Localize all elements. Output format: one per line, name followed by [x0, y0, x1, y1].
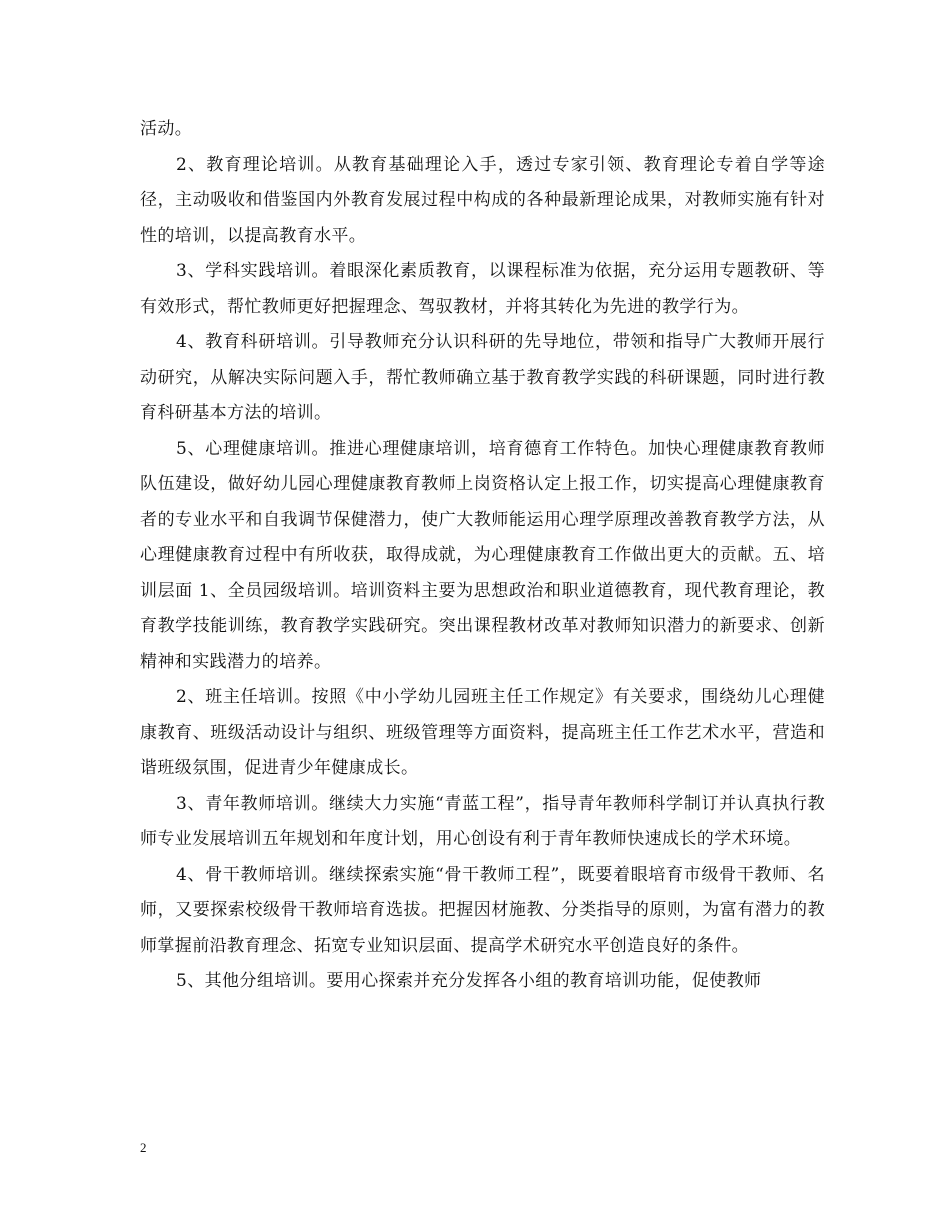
paragraph-class-teacher-training: 2、班主任培训。按照《中小学幼儿园班主任工作规定》有关要求，围绕幼儿心理健康教育、班级活动设计与组织、班级管理等方面资料，提高班主任工作艺术水平，营造和谐班级氛围，促进青少年健康成长。: [140, 687, 825, 778]
paragraph-backbone-teacher-training: 4、骨干教师培训。继续探索实施“骨干教师工程”，既要着眼培育市级骨干教师、名师，又要探索校级骨干教师培育选拔。把握因材施教、分类指导的原则，为富有潜力的教师掌握前沿教育理念、拓宽专业知识层面、提高学术研究水平创造良好的条件。: [140, 864, 825, 956]
document-body: [140, 112, 825, 1000]
paragraph-education-theory-training: 2、教育理论培训。从教育基础理论入手，透过专家引领、教育理论专着自学等途径，主动吸收和借鉴国内外教育发展过程中构成的各种最新理论成果，对教师实施有针对性的培训，以提高教育水平。: [140, 154, 825, 246]
paragraph-education-research-training: 4、教育科研培训。引导教师充分认识科研的先导地位，带领和指导广大教师开展行动研究，从解决实际问题入手，帮忙教师确立基于教育教学实践的科研课题，同时进行教育科研基本方法的培训。: [140, 332, 825, 423]
page-number: 2: [140, 1140, 147, 1155]
paragraph-other-group-training: 5、其他分组培训。要用心探索并充分发挥各小组的教育培训功能，促使教师: [176, 971, 762, 991]
paragraph-young-teacher-training: 3、青年教师培训。继续大力实施“青蓝工程”，指导青年教师科学制订并认真执行教师专业发展培训五年规划和年度计划，用心创设有利于青年教师快速成长的学术环境。: [140, 793, 825, 849]
paragraph-continuation: 活动。: [140, 119, 193, 139]
paragraph-subject-practice-training: 3、学科实践培训。着眼深化素质教育，以课程标准为依据，充分运用专题教研、等有效形式，帮忙教师更好把握理念、驾驭教材，并将其转化为先进的教学行为。: [140, 261, 825, 317]
paragraph-mental-health-training: 5、心理健康培训。推进心理健康培训，培育德育工作特色。加快心理健康教育教师队伍建设，做好幼儿园心理健康教育教师上岗资格认定上报工作，切实提高心理健康教育者的专业水平和自我调节保健潜力，使广大教师能运用心理学原理改善教育教学方法，从心理健康教育过程中有所收获，取得成就，为心理健康教育工作做出更大的贡献。五、培训层面 1、全员园级培训。培训资料主要为思想政治和职业道德教育，现代教育理论，教育教学技能训练，教育教学实践研究。突出课程教材改革对教师知识潜力的新要求、创新精神和实践潜力的培养。: [140, 438, 825, 672]
